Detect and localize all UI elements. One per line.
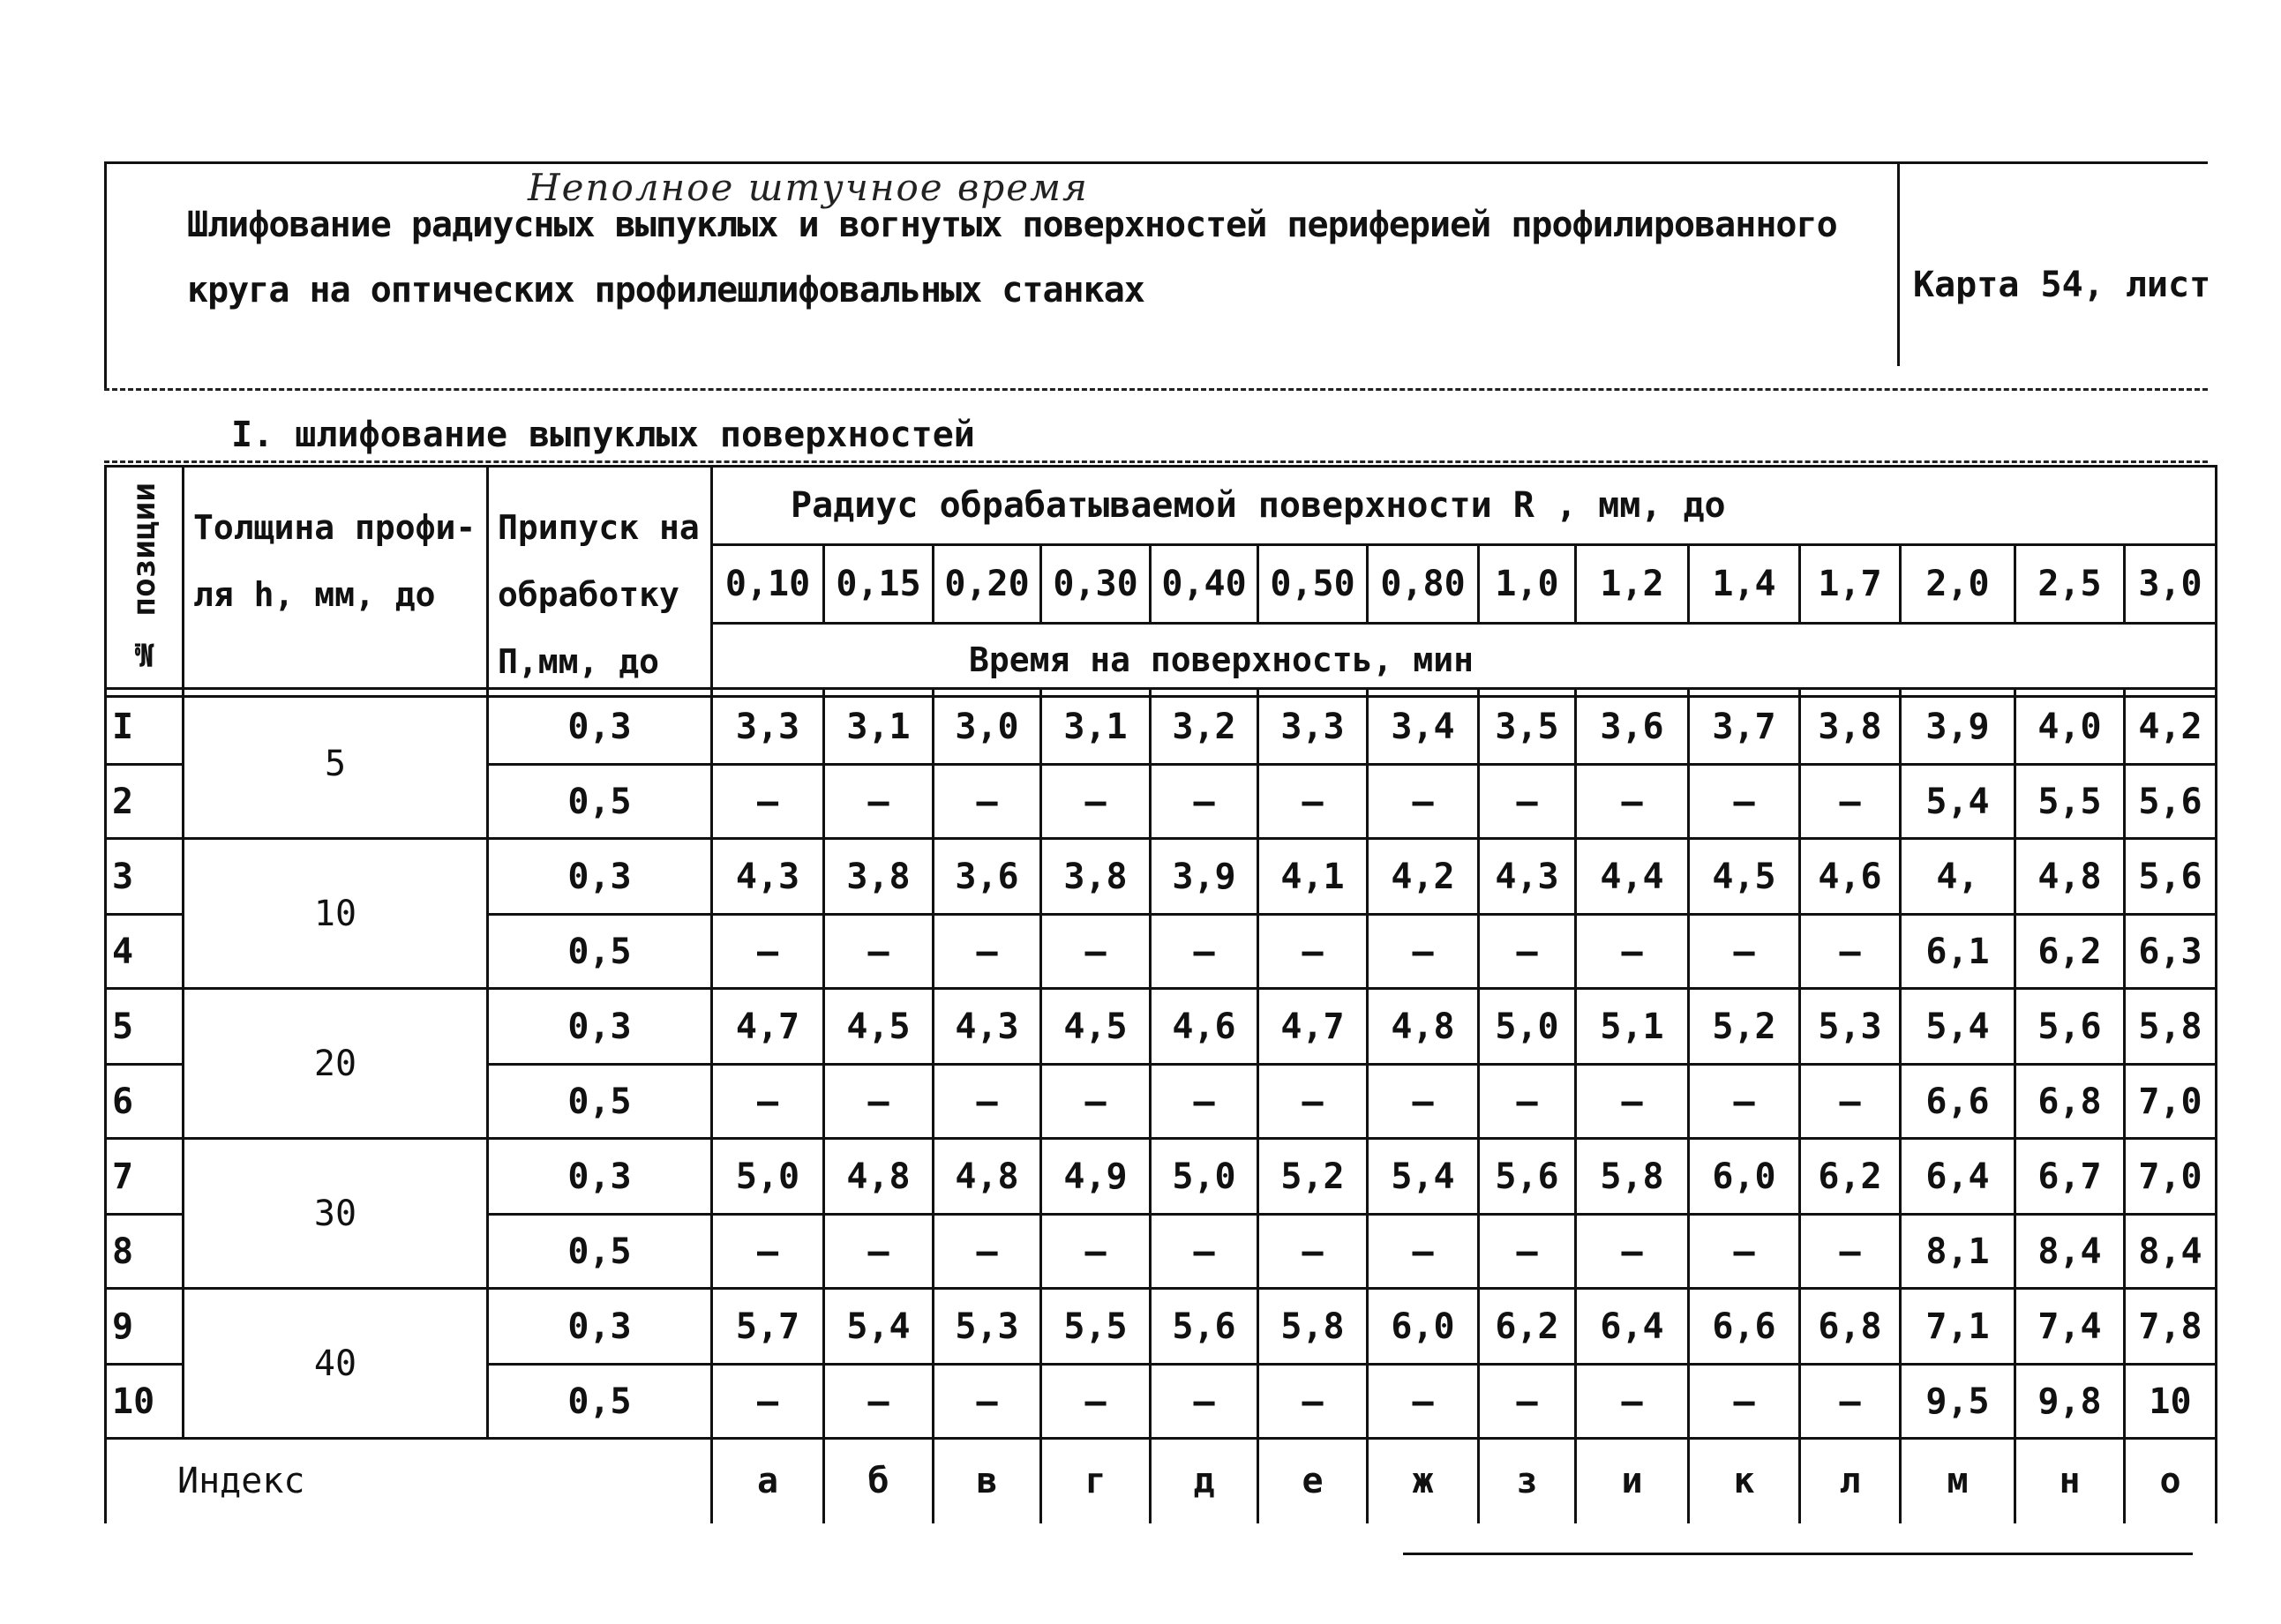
time-value: – [1151, 1215, 1258, 1289]
time-value: – [1479, 765, 1576, 839]
time-value: – [824, 915, 934, 989]
position-number: 8 [106, 1215, 184, 1289]
time-value: – [1479, 1215, 1576, 1289]
time-value: 6,3 [2125, 915, 2217, 989]
position-number: 4 [106, 915, 184, 989]
time-value: 4,4 [1576, 839, 1689, 915]
time-value: 3,8 [824, 839, 934, 915]
thickness-value: 30 [184, 1139, 488, 1289]
section-title: I. шлифование выпуклых поверхностей [231, 415, 975, 455]
time-value: – [712, 915, 824, 989]
time-value: 5,4 [1901, 765, 2015, 839]
index-letter: е [1258, 1439, 1368, 1523]
thickness-value: 20 [184, 989, 488, 1139]
allowance-value: 0,3 [488, 1139, 712, 1215]
time-value: – [1041, 765, 1151, 839]
time-value: 8,4 [2015, 1215, 2125, 1289]
time-value: 4,0 [2015, 689, 2125, 765]
time-value: 5,0 [1479, 989, 1576, 1065]
radius-header: Радиус обрабатываемой поверхности R , мм, до [712, 467, 2217, 545]
time-header: Время на поверхность, мин [712, 624, 2217, 697]
time-value: – [712, 765, 824, 839]
time-value: 3,8 [1800, 689, 1901, 765]
position-number: 9 [106, 1289, 184, 1365]
time-value: 5,3 [934, 1289, 1041, 1365]
time-value: – [1258, 1065, 1368, 1139]
time-value: – [1258, 765, 1368, 839]
position-header: № позиции [126, 482, 162, 672]
index-letter: в [934, 1439, 1041, 1523]
time-value: – [934, 1365, 1041, 1439]
index-letter: к [1689, 1439, 1800, 1523]
time-value: – [1479, 1365, 1576, 1439]
time-value: 3,9 [1151, 839, 1258, 915]
radius-value: 0,30 [1041, 545, 1151, 624]
radius-value: 0,80 [1368, 545, 1479, 624]
allowance-value: 0,3 [488, 989, 712, 1065]
time-value: 4,8 [2015, 839, 2125, 915]
position-number: 10 [106, 1365, 184, 1439]
time-value: 4,1 [1258, 839, 1368, 915]
radius-value: 1,2 [1576, 545, 1689, 624]
time-value: 3,8 [1041, 839, 1151, 915]
position-number: I [106, 689, 184, 765]
radius-value: 0,20 [934, 545, 1041, 624]
time-value: 5,0 [712, 1139, 824, 1215]
section-rule [104, 460, 2208, 463]
time-value: 6,7 [2015, 1139, 2125, 1215]
time-value: 3,9 [1901, 689, 2015, 765]
index-letter: о [2125, 1439, 2217, 1523]
time-value: 5,6 [1479, 1139, 1576, 1215]
time-value: – [1576, 1065, 1689, 1139]
time-value: 5,0 [1151, 1139, 1258, 1215]
header-top-rule [104, 161, 2208, 164]
time-value: – [1800, 1215, 1901, 1289]
time-value: – [1368, 915, 1479, 989]
time-value: 5,1 [1576, 989, 1689, 1065]
index-letter: а [712, 1439, 824, 1523]
position-number: 3 [106, 839, 184, 915]
time-value: 6,0 [1689, 1139, 1800, 1215]
radius-value: 1,0 [1479, 545, 1576, 624]
time-value: 4,8 [1368, 989, 1479, 1065]
time-value: 8,1 [1901, 1215, 2015, 1289]
document-title-line-1: Шлифование радиусных выпуклых и вогнутых поверхностей периферией профилированного [187, 205, 1837, 245]
time-value: 5,6 [1151, 1289, 1258, 1365]
time-value: – [1258, 1215, 1368, 1289]
time-value: 4,3 [934, 989, 1041, 1065]
index-letter: н [2015, 1439, 2125, 1523]
time-value: 6,2 [2015, 915, 2125, 989]
table-row [106, 1139, 2217, 1215]
time-value: 4,3 [712, 839, 824, 915]
index-letter: з [1479, 1439, 1576, 1523]
time-value: 4,2 [2125, 689, 2217, 765]
time-value: 7,0 [2125, 1139, 2217, 1215]
time-value: – [1041, 1215, 1151, 1289]
time-value: 6,6 [1689, 1289, 1800, 1365]
time-value: – [1800, 1365, 1901, 1439]
position-number: 6 [106, 1065, 184, 1139]
time-value: – [934, 765, 1041, 839]
time-value: 4, [1901, 839, 2015, 915]
time-value: – [712, 1215, 824, 1289]
radius-value: 0,50 [1258, 545, 1368, 624]
index-letter: ж [1368, 1439, 1479, 1523]
time-value: – [1151, 765, 1258, 839]
table-row [106, 689, 2217, 765]
time-value: 4,5 [1689, 839, 1800, 915]
time-value: — [824, 1365, 934, 1439]
radius-value: 2,5 [2015, 545, 2125, 624]
allowance-header: Припуск на обработку П,мм, до [488, 467, 712, 697]
time-value: – [1368, 1365, 1479, 1439]
table-row [106, 989, 2217, 1065]
allowance-value: 0,3 [488, 839, 712, 915]
time-value: 3,7 [1689, 689, 1800, 765]
time-value: 3,4 [1368, 689, 1479, 765]
time-value: 3,1 [1041, 689, 1151, 765]
time-value: 5,6 [2125, 765, 2217, 839]
time-value: 5,4 [1368, 1139, 1479, 1215]
time-value: – [1258, 1365, 1368, 1439]
thickness-value: 5 [184, 689, 488, 839]
time-value: 10 [2125, 1365, 2217, 1439]
time-value: 7,1 [1901, 1289, 2015, 1365]
radius-value: 2,0 [1901, 545, 2015, 624]
time-value: 4,9 [1041, 1139, 1151, 1215]
time-value: – [1151, 1065, 1258, 1139]
radius-value: 1,4 [1689, 545, 1800, 624]
allowance-value: 0,5 [488, 1215, 712, 1289]
time-value: – [1800, 765, 1901, 839]
time-value: – [1151, 1365, 1258, 1439]
time-value: – [1041, 1065, 1151, 1139]
time-value: 3,1 [824, 689, 934, 765]
radius-value: 0,10 [712, 545, 824, 624]
time-value: 3,6 [1576, 689, 1689, 765]
handwritten-note: Неполное штучное время [528, 166, 1089, 209]
time-value: – [1576, 1215, 1689, 1289]
time-value: 6,6 [1901, 1065, 2015, 1139]
time-value: 6,8 [2015, 1065, 2125, 1139]
time-value: 4,7 [1258, 989, 1368, 1065]
time-value: 4,6 [1800, 839, 1901, 915]
index-letter: д [1151, 1439, 1258, 1523]
time-value: 4,3 [1479, 839, 1576, 915]
time-value: – [1368, 765, 1479, 839]
thickness-value: 10 [184, 839, 488, 989]
position-number: 7 [106, 1139, 184, 1215]
time-value: – [1576, 765, 1689, 839]
time-value: – [712, 1065, 824, 1139]
time-value: 4,8 [934, 1139, 1041, 1215]
time-norms-table [104, 465, 2217, 698]
time-value: – [934, 1065, 1041, 1139]
time-value: 3,5 [1479, 689, 1576, 765]
time-value: 9,8 [2015, 1365, 2125, 1439]
allowance-value: 0,5 [488, 1065, 712, 1139]
time-value: – [1151, 915, 1258, 989]
time-value: – [1479, 915, 1576, 989]
time-value: 3,2 [1151, 689, 1258, 765]
bottom-rule [1403, 1553, 2193, 1555]
index-row [106, 1439, 2217, 1523]
time-value: 5,8 [1258, 1289, 1368, 1365]
time-value: 5,8 [1576, 1139, 1689, 1215]
radius-value: 1,7 [1800, 545, 1901, 624]
index-label: Индекс [106, 1439, 712, 1523]
time-value: 4,2 [1368, 839, 1479, 915]
index-letter: г [1041, 1439, 1151, 1523]
time-value: – [934, 1215, 1041, 1289]
time-value: – [1689, 1065, 1800, 1139]
time-value: – [1800, 915, 1901, 989]
radius-value: 0,40 [1151, 545, 1258, 624]
table-row [106, 1289, 2217, 1365]
time-value: 5,7 [712, 1289, 824, 1365]
time-value: – [1368, 1065, 1479, 1139]
time-value: – [1800, 1065, 1901, 1139]
position-number: 2 [106, 765, 184, 839]
time-value: 5,6 [2125, 839, 2217, 915]
time-value: 5,4 [1901, 989, 2015, 1065]
time-value: 4,6 [1151, 989, 1258, 1065]
time-value: – [1041, 915, 1151, 989]
time-value: 5,3 [1800, 989, 1901, 1065]
time-value: – [1689, 915, 1800, 989]
time-value: 6,2 [1800, 1139, 1901, 1215]
time-value: 6,1 [1901, 915, 2015, 989]
table-row [106, 839, 2217, 915]
thickness-header: Толщина профи- ля h, мм, до [184, 467, 488, 697]
time-value: 3,3 [1258, 689, 1368, 765]
header-bottom-rule [104, 388, 2208, 391]
time-value: – [1576, 915, 1689, 989]
time-value: – [824, 1215, 934, 1289]
time-value: 5,4 [824, 1289, 934, 1365]
time-value: 5,2 [1258, 1139, 1368, 1215]
index-letter: б [824, 1439, 934, 1523]
allowance-value: 0,5 [488, 1365, 712, 1439]
time-value: – [1041, 1365, 1151, 1439]
allowance-value: 0,3 [488, 1289, 712, 1365]
time-value: – [934, 915, 1041, 989]
index-letter: м [1901, 1439, 2015, 1523]
time-value: – [824, 765, 934, 839]
time-value: 8,4 [2125, 1215, 2217, 1289]
document-title-line-2: круга на оптических профилешлифовальных станках [187, 270, 1144, 311]
index-letter: л [1800, 1439, 1901, 1523]
time-value: – [824, 1065, 934, 1139]
radius-value: 0,15 [824, 545, 934, 624]
time-value: 4,5 [1041, 989, 1151, 1065]
time-value: 7,0 [2125, 1065, 2217, 1139]
time-value: – [1689, 765, 1800, 839]
time-value: 5,5 [1041, 1289, 1151, 1365]
time-value: 3,0 [934, 689, 1041, 765]
time-value: – [1258, 915, 1368, 989]
header-card-divider [1897, 161, 1900, 366]
time-value: – [1576, 1365, 1689, 1439]
time-value: 6,8 [1800, 1289, 1901, 1365]
position-number: 5 [106, 989, 184, 1065]
allowance-value: 0,5 [488, 915, 712, 989]
time-value: 3,6 [934, 839, 1041, 915]
card-number: Карта 54, лист [1913, 265, 2211, 305]
time-value: – [712, 1365, 824, 1439]
index-letter: и [1576, 1439, 1689, 1523]
header-left-border [104, 161, 107, 391]
time-value: 4,8 [824, 1139, 934, 1215]
time-values-table [104, 687, 2217, 1523]
time-value: – [1689, 1365, 1800, 1439]
time-value: 5,6 [2015, 989, 2125, 1065]
time-value: 3,3 [712, 689, 824, 765]
thickness-value: 40 [184, 1289, 488, 1439]
allowance-value: 0,5 [488, 765, 712, 839]
radius-value: 3,0 [2125, 545, 2217, 624]
time-value: – [1689, 1215, 1800, 1289]
time-value: 6,2 [1479, 1289, 1576, 1365]
time-value: 6,0 [1368, 1289, 1479, 1365]
time-value: 4,7 [712, 989, 824, 1065]
time-value: 6,4 [1576, 1289, 1689, 1365]
time-value: 9,5 [1901, 1365, 2015, 1439]
time-value: 6,4 [1901, 1139, 2015, 1215]
time-value: – [1479, 1065, 1576, 1139]
time-value: 5,2 [1689, 989, 1800, 1065]
time-value: 5,8 [2125, 989, 2217, 1065]
position-header-cell [106, 467, 184, 697]
time-value: 5,5 [2015, 765, 2125, 839]
allowance-value: 0,3 [488, 689, 712, 765]
time-value: 7,8 [2125, 1289, 2217, 1365]
time-value: 7,4 [2015, 1289, 2125, 1365]
time-value: – [1368, 1215, 1479, 1289]
time-value: 4,5 [824, 989, 934, 1065]
